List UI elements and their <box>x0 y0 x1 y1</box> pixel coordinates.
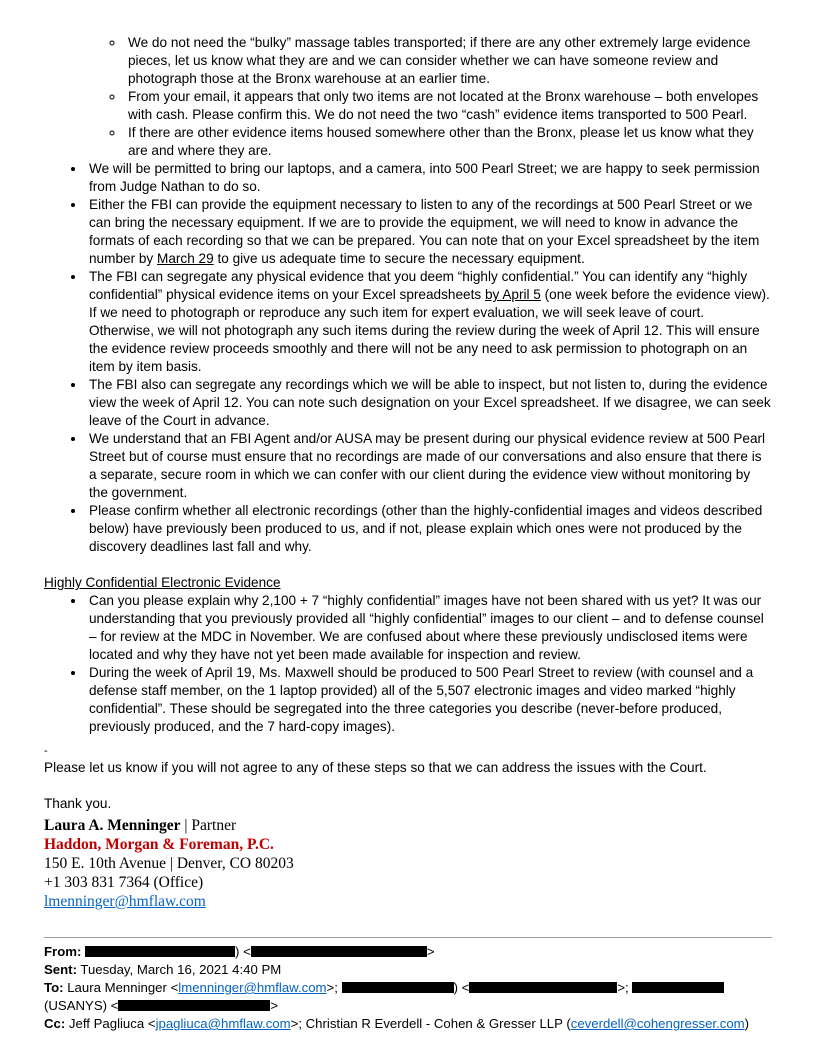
signature-email-line <box>44 892 772 911</box>
from-separator: ) < <box>235 944 251 959</box>
list-item-confirm-recordings-produced: • Please confirm whether all electronic recordings (other than the highly-confidential images and videos described below) have previously been produced to us, and if not, please explain which ones were not produced by the discovery deadlines last fall and why. <box>86 502 772 556</box>
to-email-link[interactable]: lmenninger@hmflaw.com <box>178 980 327 995</box>
bullet-text: (one week before the evidence view). If we need to photograph or reproduce any such item for expert evaluation, we will seek leave of court. Otherwise, we will not photograph any such items during the review during the week of April 12. This will ensure the evidence review proceeds smoothly and there will not be any need to ask permission to photograph on an item by item basis. <box>89 287 770 374</box>
cc-close: ) <box>744 1016 750 1031</box>
signature-address: 150 E. 10th Avenue | Denver, CO 80203 <box>44 855 294 872</box>
to-label: To: <box>44 980 64 995</box>
cc-name: Jeff Pagliuca < <box>68 1016 156 1031</box>
redaction-bar <box>251 946 427 957</box>
list-item-segregate-physical-evidence <box>86 268 772 376</box>
sent-row <box>44 961 772 979</box>
list-item-unshared-images: • Can you please explain why 2,100 + 7 “highly confidential” images have not been shared with us yet? It was our understanding that you previously provided all “highly confidential” images to our client – and to defense counsel – for review at the MDC in November. We are confused about where these previously undisclosed items were located and why they have not yet been made available for inspection and review. <box>86 592 772 664</box>
to-name: Laura Menninger < <box>67 980 179 995</box>
to-usanys: (USANYS) < <box>44 998 119 1013</box>
bullet-text: Either the FBI can provide the equipment necessary to listen to any of the recordings at 500 Pearl Street or we can bring the necessary equipment. If we are to provide the equipment, we will need to know in advance the formats of each recording so that we can be prepared. You can note that on your Excel spreadsheet by the item number by <box>89 197 760 266</box>
bronx-warehouse-sub-bullet-list <box>44 34 772 160</box>
stray-dash: - <box>44 745 48 757</box>
list-item-maxwell-review: • During the week of April 19, Ms. Maxwell should be produced to 500 Pearl Street to review (with counsel and a defense staff member, on the 1 laptop provided) all of the 5,507 electronic images and video marked “highly confidential”. These should be segregated into the three categories you describe (never-before produced, previously produced, and the 7 hard-copy images). <box>86 664 772 736</box>
redaction-bar <box>342 982 454 993</box>
to-separator: >; <box>326 980 342 995</box>
list-item-massage-tables: ◦ We do not need the “bulky” massage tables transported; if there are any other extremely large evidence pieces, let us know what they are and we can consider whether we can have someone review and photograph those at the Bronx warehouse at an earlier time. <box>125 34 772 88</box>
list-item-laptops-camera: • We will be permitted to bring our laptops, and a camera, into 500 Pearl Street; we are happy to seek permission from Judge Nathan to do so. <box>86 160 772 196</box>
list-item-segregate-recordings: • The FBI also can segregate any recordings which we will be able to inspect, but not listen to, during the evidence view the week of April 12. You can note such designation on your Excel spreadsheet. If we disagree, we can seek leave of the Court in advance. <box>86 376 772 430</box>
signature-name-line <box>44 816 772 835</box>
cc-label: Cc: <box>44 1016 66 1031</box>
evidence-review-bullet-list <box>44 160 772 556</box>
sent-label: Sent: <box>44 962 77 977</box>
thank-you-line: Thank you. <box>44 796 112 811</box>
closing-request: Please let us know if you will not agree to any of these steps so that we can address the issues with the Court. <box>44 760 707 775</box>
to-row <box>44 979 772 1015</box>
cc-email-link-pagliuca[interactable]: jpagliuca@hmflaw.com <box>155 1016 291 1031</box>
signature-firm: Haddon, Morgan & Foreman, P.C. <box>44 836 274 853</box>
signature-phone: +1 303 831 7364 (Office) <box>44 874 204 891</box>
from-row <box>44 943 772 961</box>
redaction-bar <box>632 982 724 993</box>
section-heading-highly-confidential: Highly Confidential Electronic Evidence <box>44 575 281 590</box>
cc-middle: >; Christian R Everdell - Cohen & Gresser LLP ( <box>290 1016 571 1031</box>
cc-row <box>44 1015 772 1033</box>
signature-block <box>44 816 772 911</box>
deadline-march-29: March 29 <box>157 251 214 266</box>
sent-value: Tuesday, March 16, 2021 4:40 PM <box>80 962 282 977</box>
to-separator: >; <box>617 980 633 995</box>
redaction-bar <box>85 946 235 957</box>
signature-name: Laura A. Menninger <box>44 817 181 834</box>
deadline-april-5: by April 5 <box>484 287 541 302</box>
list-item-fbi-agent-present: • We understand that an FBI Agent and/or AUSA may be present during our physical evidence review at 500 Pearl Street but of course must ensure that no recordings are made of our conversations and also ensure that there is a separate, secure room in which we can confer with our client during the evidence view without monitoring by the government. <box>86 430 772 502</box>
signature-email-link[interactable]: lmenninger@hmflaw.com <box>44 893 206 910</box>
to-close: > <box>270 998 279 1013</box>
from-label: From: <box>44 944 82 959</box>
list-item-listening-equipment <box>86 196 772 268</box>
email-header <box>44 937 772 1033</box>
cc-email-link-everdell[interactable]: ceverdell@cohengresser.com <box>570 1016 745 1031</box>
from-close: > <box>426 944 435 959</box>
redaction-bar <box>469 982 617 993</box>
list-item-two-items-cash: ◦ From your email, it appears that only two items are not located at the Bronx warehouse – both envelopes with cash. Please confirm this. We do not need the two “cash” evidence items transported to 500 Pearl. <box>125 88 772 124</box>
bullet-text: The FBI can segregate any physical evidence that you deem “highly confidential.” You can identify any “highly confidential” physical evidence items on your Excel spreadsheets <box>89 269 748 302</box>
bullet-text: to give us adequate time to secure the necessary equipment. <box>213 251 585 266</box>
to-separator: ) < <box>453 980 470 995</box>
signature-title: | Partner <box>180 817 237 834</box>
list-item-other-evidence-location: ◦ If there are other evidence items housed somewhere other than the Bronx, please let us know what they are and where they are. <box>125 124 772 160</box>
highly-confidential-bullet-list <box>44 592 772 736</box>
redaction-bar <box>118 1000 270 1011</box>
